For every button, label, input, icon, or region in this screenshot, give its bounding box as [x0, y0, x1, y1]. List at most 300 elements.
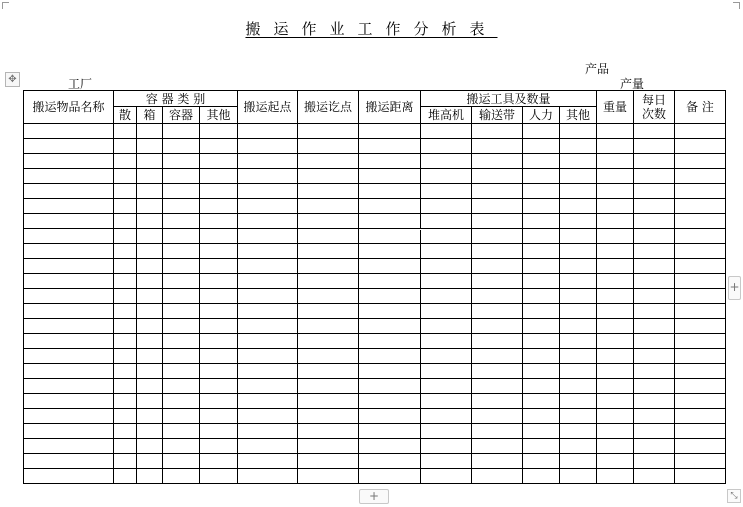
table-cell[interactable] — [137, 424, 163, 439]
table-cell[interactable] — [163, 469, 200, 484]
table-cell[interactable] — [238, 289, 298, 304]
header-tool-conveyor[interactable]: 输送带 — [472, 107, 523, 124]
table-cell[interactable] — [137, 439, 163, 454]
table-cell[interactable] — [421, 124, 472, 139]
table-cell[interactable] — [597, 304, 634, 319]
table-cell[interactable] — [472, 289, 523, 304]
table-cell[interactable] — [137, 454, 163, 469]
table-cell[interactable] — [163, 214, 200, 229]
table-cell[interactable] — [238, 319, 298, 334]
table-cell[interactable] — [137, 289, 163, 304]
table-cell[interactable] — [200, 379, 238, 394]
table-cell[interactable] — [597, 199, 634, 214]
table-cell[interactable] — [560, 379, 597, 394]
table-cell[interactable] — [523, 139, 560, 154]
table-cell[interactable] — [24, 334, 114, 349]
table-cell[interactable] — [114, 349, 137, 364]
table-cell[interactable] — [634, 289, 675, 304]
table-cell[interactable] — [238, 229, 298, 244]
table-cell[interactable] — [634, 304, 675, 319]
table-cell[interactable] — [114, 229, 137, 244]
table-cell[interactable] — [137, 154, 163, 169]
table-cell[interactable] — [597, 394, 634, 409]
table-cell[interactable] — [675, 349, 726, 364]
table-cell[interactable] — [114, 244, 137, 259]
table-cell[interactable] — [114, 319, 137, 334]
table-cell[interactable] — [298, 424, 359, 439]
table-cell[interactable] — [298, 259, 359, 274]
table-cell[interactable] — [675, 214, 726, 229]
table-cell[interactable] — [163, 304, 200, 319]
table-cell[interactable] — [359, 394, 421, 409]
table-cell[interactable] — [634, 424, 675, 439]
table-cell[interactable] — [137, 349, 163, 364]
table-cell[interactable] — [114, 169, 137, 184]
table-cell[interactable] — [472, 274, 523, 289]
table-cell[interactable] — [560, 244, 597, 259]
table-cell[interactable] — [421, 379, 472, 394]
header-container-other[interactable]: 其他 — [200, 107, 238, 124]
table-cell[interactable] — [675, 364, 726, 379]
table-cell[interactable] — [597, 139, 634, 154]
table-cell[interactable] — [24, 319, 114, 334]
table-cell[interactable] — [298, 304, 359, 319]
table-cell[interactable] — [200, 199, 238, 214]
table-cell[interactable] — [137, 214, 163, 229]
table-cell[interactable] — [200, 124, 238, 139]
table-cell[interactable] — [359, 169, 421, 184]
table-cell[interactable] — [238, 304, 298, 319]
header-container-bulk[interactable]: 散 — [114, 107, 137, 124]
table-cell[interactable] — [523, 379, 560, 394]
table-cell[interactable] — [200, 424, 238, 439]
table-cell[interactable] — [114, 409, 137, 424]
table-cell[interactable] — [523, 469, 560, 484]
table-cell[interactable] — [523, 289, 560, 304]
table-cell[interactable] — [200, 334, 238, 349]
header-item-name[interactable]: 搬运物品名称 — [24, 91, 114, 124]
table-cell[interactable] — [238, 259, 298, 274]
table-cell[interactable] — [200, 364, 238, 379]
table-cell[interactable] — [472, 304, 523, 319]
table-cell[interactable] — [634, 439, 675, 454]
table-cell[interactable] — [523, 409, 560, 424]
table-cell[interactable] — [597, 424, 634, 439]
table-cell[interactable] — [200, 289, 238, 304]
table-cell[interactable] — [472, 349, 523, 364]
table-cell[interactable] — [114, 199, 137, 214]
table-cell[interactable] — [421, 394, 472, 409]
table-cell[interactable] — [163, 319, 200, 334]
table-cell[interactable] — [114, 259, 137, 274]
table-cell[interactable] — [114, 274, 137, 289]
table-cell[interactable] — [597, 154, 634, 169]
table-cell[interactable] — [298, 289, 359, 304]
header-weight[interactable]: 重量 — [597, 91, 634, 124]
table-cell[interactable] — [359, 469, 421, 484]
table-cell[interactable] — [114, 364, 137, 379]
table-cell[interactable] — [560, 274, 597, 289]
table-cell[interactable] — [421, 364, 472, 379]
table-cell[interactable] — [472, 379, 523, 394]
table-cell[interactable] — [238, 394, 298, 409]
table-cell[interactable] — [523, 124, 560, 139]
table-cell[interactable] — [200, 304, 238, 319]
table-cell[interactable] — [114, 394, 137, 409]
table-cell[interactable] — [137, 169, 163, 184]
table-cell[interactable] — [24, 274, 114, 289]
table-cell[interactable] — [24, 244, 114, 259]
table-cell[interactable] — [298, 454, 359, 469]
table-cell[interactable] — [421, 289, 472, 304]
table-resize-handle[interactable] — [727, 489, 741, 503]
table-cell[interactable] — [472, 364, 523, 379]
table-cell[interactable] — [597, 454, 634, 469]
header-start[interactable]: 搬运起点 — [238, 91, 298, 124]
table-cell[interactable] — [523, 424, 560, 439]
table-cell[interactable] — [597, 439, 634, 454]
table-cell[interactable] — [359, 274, 421, 289]
header-distance[interactable]: 搬运距离 — [359, 91, 421, 124]
table-cell[interactable] — [675, 334, 726, 349]
table-cell[interactable] — [359, 364, 421, 379]
table-cell[interactable] — [114, 124, 137, 139]
table-cell[interactable] — [114, 439, 137, 454]
table-cell[interactable] — [238, 334, 298, 349]
table-cell[interactable] — [359, 259, 421, 274]
table-cell[interactable] — [560, 199, 597, 214]
table-cell[interactable] — [137, 394, 163, 409]
table-cell[interactable] — [560, 394, 597, 409]
table-cell[interactable] — [114, 139, 137, 154]
table-cell[interactable] — [359, 199, 421, 214]
table-cell[interactable] — [560, 334, 597, 349]
table-cell[interactable] — [238, 184, 298, 199]
table-cell[interactable] — [200, 274, 238, 289]
table-cell[interactable] — [200, 394, 238, 409]
table-cell[interactable] — [675, 199, 726, 214]
table-cell[interactable] — [298, 184, 359, 199]
table-cell[interactable] — [24, 229, 114, 244]
table-cell[interactable] — [137, 199, 163, 214]
table-cell[interactable] — [24, 169, 114, 184]
table-cell[interactable] — [298, 409, 359, 424]
table-cell[interactable] — [200, 259, 238, 274]
table-cell[interactable] — [472, 244, 523, 259]
table-cell[interactable] — [560, 139, 597, 154]
table-cell[interactable] — [523, 274, 560, 289]
table-cell[interactable] — [634, 214, 675, 229]
table-cell[interactable] — [560, 409, 597, 424]
table-cell[interactable] — [163, 199, 200, 214]
table-cell[interactable] — [238, 439, 298, 454]
table-cell[interactable] — [298, 469, 359, 484]
table-cell[interactable] — [298, 439, 359, 454]
table-cell[interactable] — [523, 259, 560, 274]
table-cell[interactable] — [634, 349, 675, 364]
table-cell[interactable] — [298, 229, 359, 244]
table-cell[interactable] — [298, 274, 359, 289]
table-cell[interactable] — [238, 454, 298, 469]
table-cell[interactable] — [137, 259, 163, 274]
table-cell[interactable] — [421, 214, 472, 229]
table-cell[interactable] — [359, 244, 421, 259]
table-cell[interactable] — [523, 154, 560, 169]
table-cell[interactable] — [523, 199, 560, 214]
table-cell[interactable] — [163, 184, 200, 199]
table-cell[interactable] — [238, 199, 298, 214]
table-cell[interactable] — [560, 469, 597, 484]
table-cell[interactable] — [634, 169, 675, 184]
table-cell[interactable] — [238, 469, 298, 484]
table-cell[interactable] — [24, 214, 114, 229]
table-cell[interactable] — [560, 424, 597, 439]
table-cell[interactable] — [597, 244, 634, 259]
table-cell[interactable] — [634, 469, 675, 484]
table-cell[interactable] — [24, 454, 114, 469]
table-cell[interactable] — [472, 259, 523, 274]
table-cell[interactable] — [634, 274, 675, 289]
table-cell[interactable] — [675, 424, 726, 439]
table-cell[interactable] — [24, 349, 114, 364]
table-cell[interactable] — [24, 199, 114, 214]
table-cell[interactable] — [200, 229, 238, 244]
table-cell[interactable] — [675, 244, 726, 259]
table-cell[interactable] — [634, 259, 675, 274]
table-cell[interactable] — [634, 319, 675, 334]
table-cell[interactable] — [421, 139, 472, 154]
table-cell[interactable] — [24, 154, 114, 169]
table-cell[interactable] — [200, 349, 238, 364]
table-cell[interactable] — [421, 319, 472, 334]
table-cell[interactable] — [675, 469, 726, 484]
table-cell[interactable] — [560, 259, 597, 274]
table-cell[interactable] — [472, 319, 523, 334]
table-cell[interactable] — [163, 334, 200, 349]
table-cell[interactable] — [675, 229, 726, 244]
table-cell[interactable] — [359, 304, 421, 319]
table-cell[interactable] — [359, 454, 421, 469]
table-cell[interactable] — [200, 139, 238, 154]
table-cell[interactable] — [24, 439, 114, 454]
table-cell[interactable] — [359, 154, 421, 169]
table-cell[interactable] — [137, 334, 163, 349]
table-cell[interactable] — [634, 394, 675, 409]
table-cell[interactable] — [114, 469, 137, 484]
table-cell[interactable] — [472, 169, 523, 184]
table-cell[interactable] — [675, 319, 726, 334]
table-cell[interactable] — [560, 304, 597, 319]
table-cell[interactable] — [359, 124, 421, 139]
table-cell[interactable] — [298, 124, 359, 139]
table-cell[interactable] — [472, 199, 523, 214]
table-cell[interactable] — [523, 334, 560, 349]
table-cell[interactable] — [24, 424, 114, 439]
table-cell[interactable] — [560, 319, 597, 334]
table-cell[interactable] — [421, 274, 472, 289]
table-cell[interactable] — [523, 229, 560, 244]
table-cell[interactable] — [421, 349, 472, 364]
table-cell[interactable] — [597, 169, 634, 184]
table-cell[interactable] — [137, 319, 163, 334]
table-cell[interactable] — [523, 349, 560, 364]
table-cell[interactable] — [298, 154, 359, 169]
table-cell[interactable] — [359, 439, 421, 454]
table-cell[interactable] — [472, 394, 523, 409]
table-cell[interactable] — [472, 214, 523, 229]
table-cell[interactable] — [200, 214, 238, 229]
table-cell[interactable] — [675, 259, 726, 274]
table-cell[interactable] — [137, 139, 163, 154]
table-cell[interactable] — [137, 124, 163, 139]
table-cell[interactable] — [421, 169, 472, 184]
table-cell[interactable] — [137, 184, 163, 199]
table-cell[interactable] — [238, 169, 298, 184]
table-cell[interactable] — [359, 289, 421, 304]
table-cell[interactable] — [675, 454, 726, 469]
table-cell[interactable] — [114, 379, 137, 394]
table-cell[interactable] — [298, 364, 359, 379]
table-cell[interactable] — [472, 139, 523, 154]
table-cell[interactable] — [163, 139, 200, 154]
table-cell[interactable] — [597, 289, 634, 304]
table-cell[interactable] — [560, 154, 597, 169]
table-cell[interactable] — [560, 214, 597, 229]
table-cell[interactable] — [24, 259, 114, 274]
table-cell[interactable] — [163, 439, 200, 454]
table-cell[interactable] — [298, 319, 359, 334]
table-cell[interactable] — [359, 379, 421, 394]
table-cell[interactable] — [359, 319, 421, 334]
table-cell[interactable] — [421, 469, 472, 484]
table-cell[interactable] — [359, 334, 421, 349]
table-cell[interactable] — [523, 304, 560, 319]
table-cell[interactable] — [137, 274, 163, 289]
table-cell[interactable] — [523, 394, 560, 409]
table-cell[interactable] — [634, 334, 675, 349]
table-cell[interactable] — [421, 439, 472, 454]
table-cell[interactable] — [298, 214, 359, 229]
table-cell[interactable] — [200, 454, 238, 469]
header-end[interactable]: 搬运讫点 — [298, 91, 359, 124]
table-cell[interactable] — [238, 214, 298, 229]
table-cell[interactable] — [634, 409, 675, 424]
table-cell[interactable] — [114, 184, 137, 199]
table-cell[interactable] — [472, 334, 523, 349]
table-cell[interactable] — [238, 409, 298, 424]
header-tool-other[interactable]: 其他 — [560, 107, 597, 124]
table-cell[interactable] — [472, 124, 523, 139]
table-cell[interactable] — [597, 274, 634, 289]
table-cell[interactable] — [421, 259, 472, 274]
table-cell[interactable] — [24, 394, 114, 409]
table-cell[interactable] — [200, 439, 238, 454]
table-cell[interactable] — [675, 139, 726, 154]
table-cell[interactable] — [472, 229, 523, 244]
header-daily-count[interactable] — [634, 91, 675, 124]
header-tool-manual[interactable]: 人力 — [523, 107, 560, 124]
table-cell[interactable] — [472, 154, 523, 169]
table-cell[interactable] — [114, 454, 137, 469]
table-cell[interactable] — [597, 349, 634, 364]
table-cell[interactable] — [472, 454, 523, 469]
table-cell[interactable] — [634, 184, 675, 199]
table-cell[interactable] — [200, 469, 238, 484]
table-cell[interactable] — [634, 379, 675, 394]
table-cell[interactable] — [523, 439, 560, 454]
table-cell[interactable] — [421, 454, 472, 469]
table-cell[interactable] — [200, 409, 238, 424]
add-column-button[interactable] — [728, 276, 741, 300]
table-cell[interactable] — [200, 244, 238, 259]
table-cell[interactable] — [634, 154, 675, 169]
table-cell[interactable] — [24, 379, 114, 394]
table-cell[interactable] — [675, 289, 726, 304]
table-cell[interactable] — [137, 409, 163, 424]
table-cell[interactable] — [675, 379, 726, 394]
table-cell[interactable] — [163, 364, 200, 379]
table-cell[interactable] — [163, 349, 200, 364]
table-cell[interactable] — [359, 214, 421, 229]
table-cell[interactable] — [472, 409, 523, 424]
table-cell[interactable] — [560, 364, 597, 379]
table-cell[interactable] — [634, 364, 675, 379]
table-cell[interactable] — [24, 304, 114, 319]
table-cell[interactable] — [560, 289, 597, 304]
table-cell[interactable] — [114, 154, 137, 169]
table-cell[interactable] — [163, 229, 200, 244]
table-cell[interactable] — [200, 154, 238, 169]
table-cell[interactable] — [359, 184, 421, 199]
table-cell[interactable] — [200, 319, 238, 334]
table-cell[interactable] — [163, 394, 200, 409]
table-cell[interactable] — [634, 199, 675, 214]
table-cell[interactable] — [634, 124, 675, 139]
table-cell[interactable] — [675, 304, 726, 319]
table-cell[interactable] — [634, 139, 675, 154]
table-cell[interactable] — [675, 169, 726, 184]
table-cell[interactable] — [560, 454, 597, 469]
table-cell[interactable] — [359, 229, 421, 244]
table-cell[interactable] — [523, 184, 560, 199]
table-cell[interactable] — [137, 229, 163, 244]
table-cell[interactable] — [298, 334, 359, 349]
table-cell[interactable] — [298, 379, 359, 394]
table-cell[interactable] — [24, 124, 114, 139]
table-cell[interactable] — [24, 364, 114, 379]
table-cell[interactable] — [163, 274, 200, 289]
table-cell[interactable] — [421, 244, 472, 259]
table-cell[interactable] — [560, 124, 597, 139]
table-cell[interactable] — [359, 349, 421, 364]
table-cell[interactable] — [597, 409, 634, 424]
table-cell[interactable] — [238, 244, 298, 259]
table-cell[interactable] — [472, 439, 523, 454]
table-cell[interactable] — [163, 244, 200, 259]
table-cell[interactable] — [560, 349, 597, 364]
table-cell[interactable] — [597, 124, 634, 139]
table-cell[interactable] — [163, 409, 200, 424]
table-cell[interactable] — [163, 169, 200, 184]
table-cell[interactable] — [238, 139, 298, 154]
table-cell[interactable] — [421, 304, 472, 319]
table-cell[interactable] — [523, 454, 560, 469]
table-cell[interactable] — [597, 469, 634, 484]
header-tools[interactable]: 搬运工具及数量 — [421, 91, 597, 107]
table-cell[interactable] — [472, 469, 523, 484]
table-cell[interactable] — [238, 379, 298, 394]
table-cell[interactable] — [298, 169, 359, 184]
